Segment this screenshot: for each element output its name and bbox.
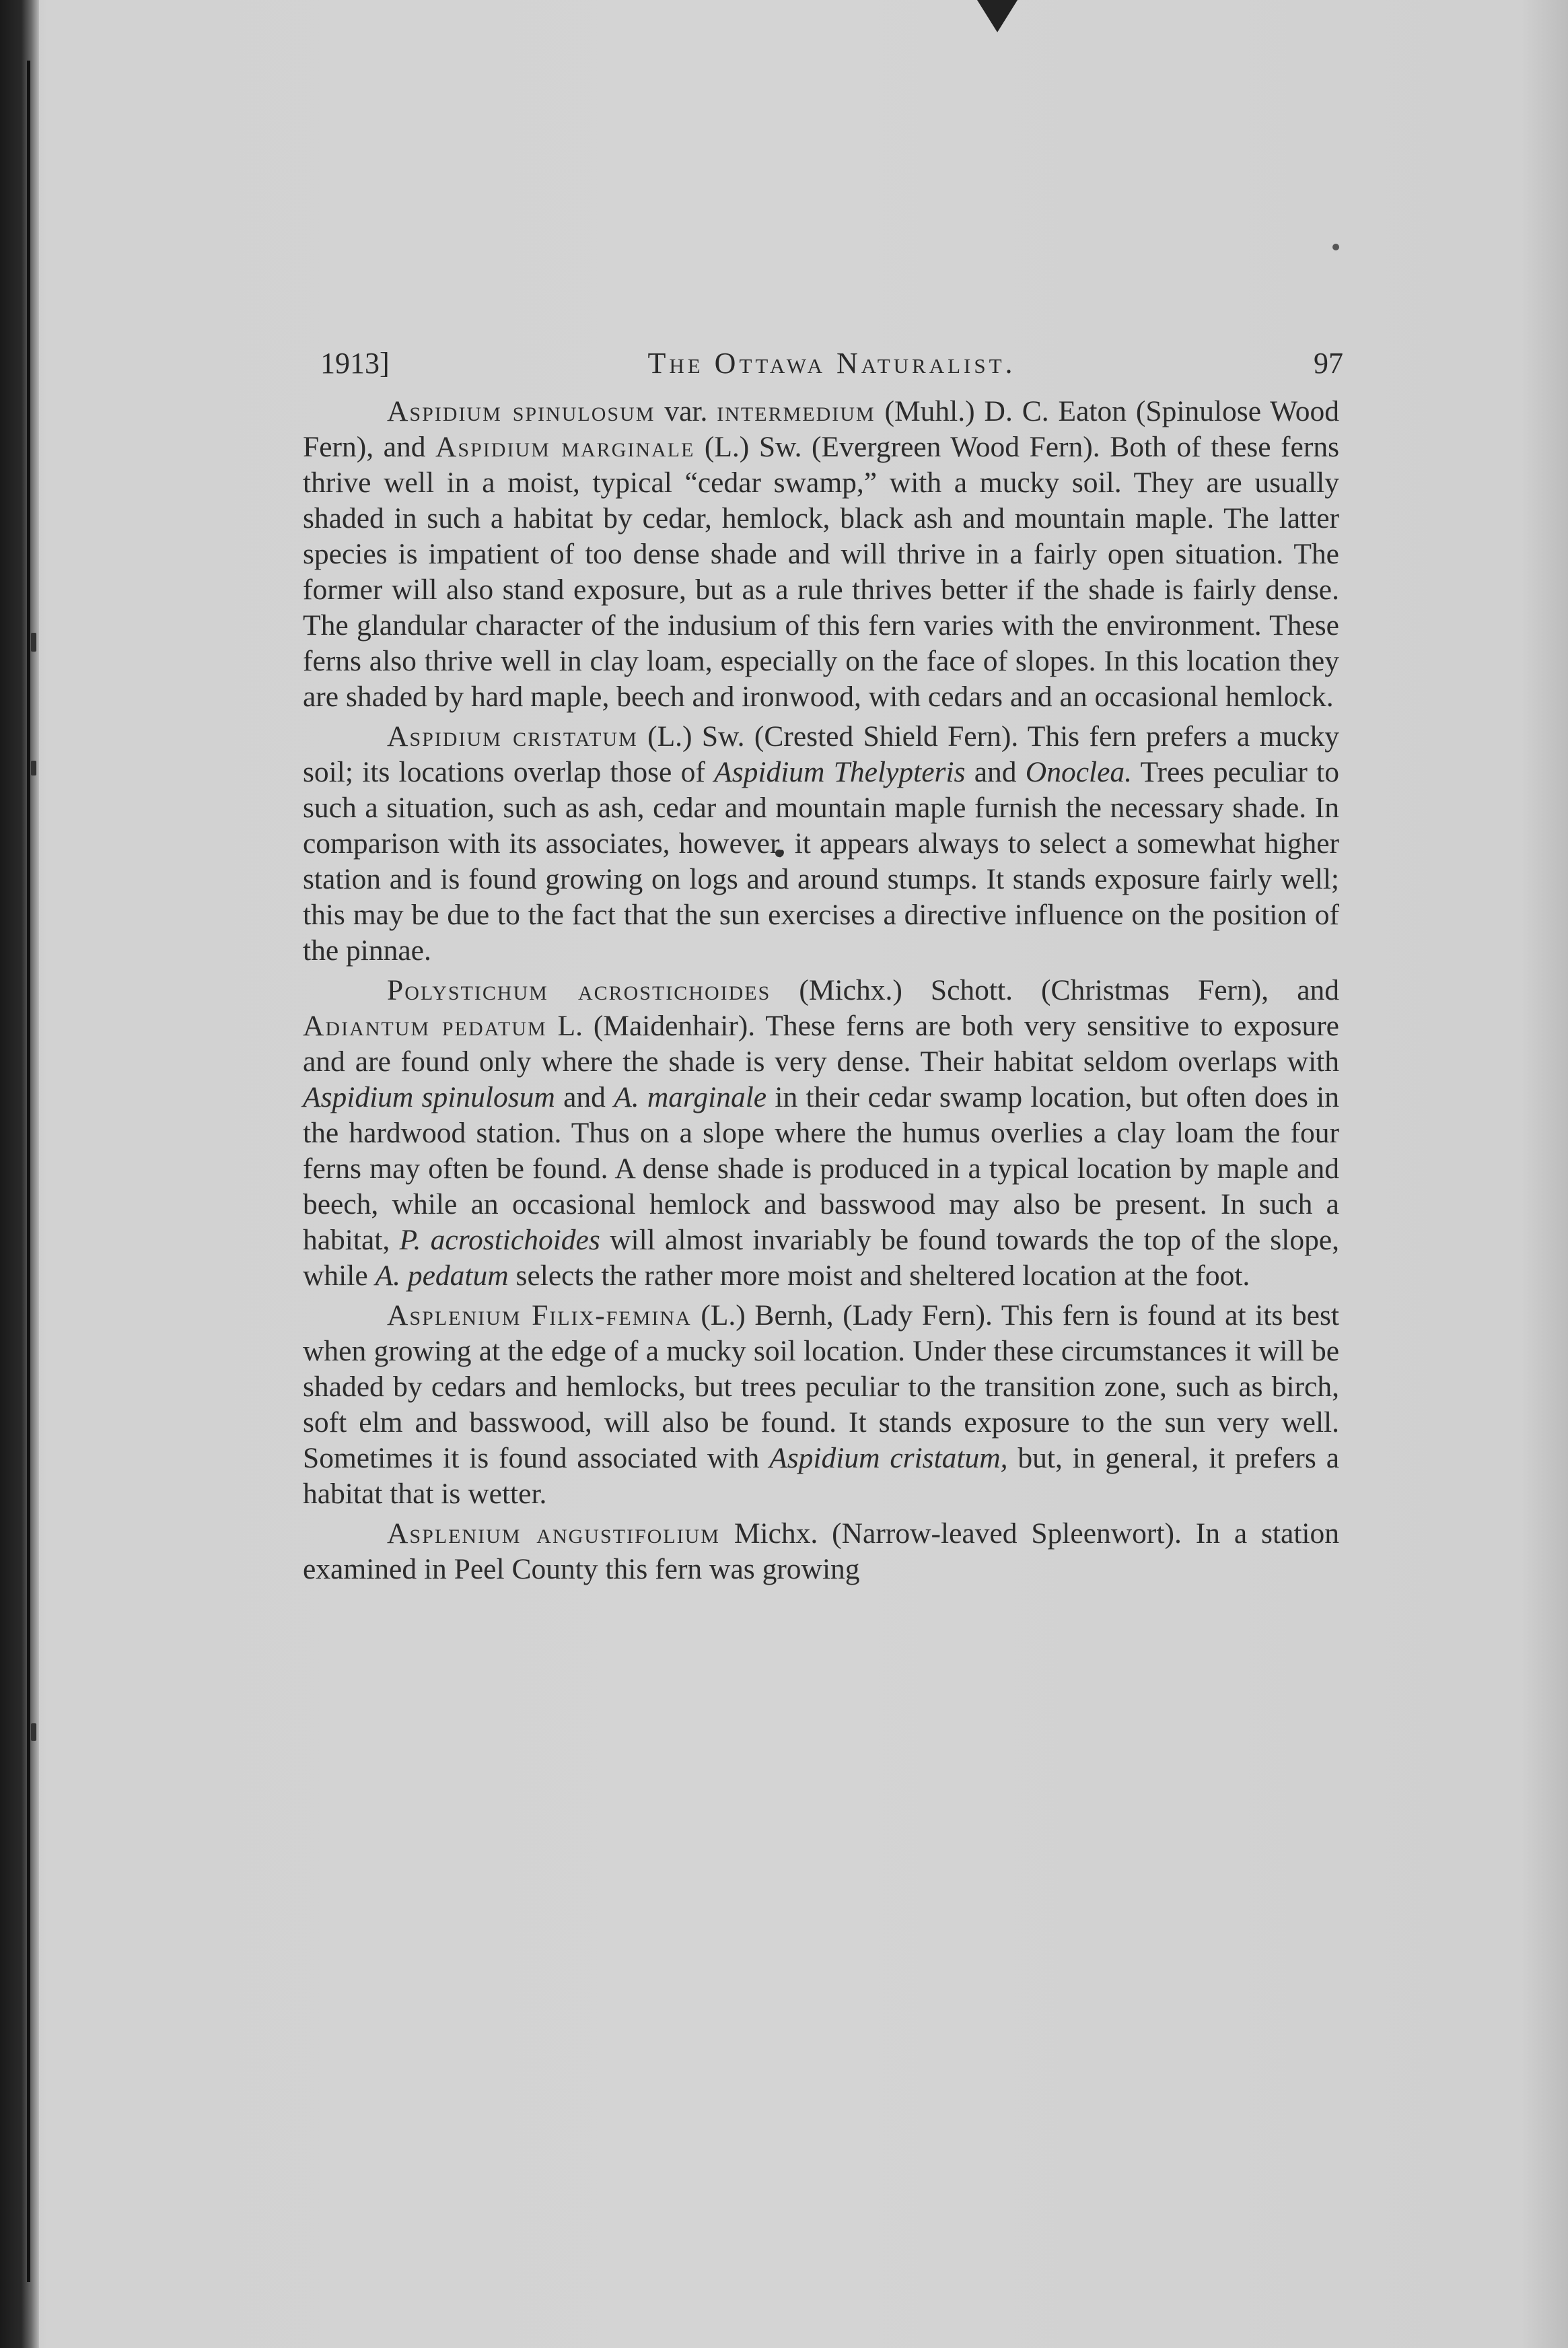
paragraph-text: Trees peculiar to such a situation, such as ash, cedar and mountain maple furnish the necessary shade. In comparison with its associates, however, it appears always to select a somewhat higher station and is found growing on logs and around stumps. It stands exposure fairly well; this may be due to the fact that the sun exercises a directive influence on the position of the pinnae. <box>303 756 1339 967</box>
paragraph <box>303 1516 1339 1587</box>
paragraph <box>303 1298 1339 1512</box>
italic-name: A. marginale <box>614 1081 767 1113</box>
paragraph-text: but, in general, it prefers a habitat that is wetter. <box>303 1442 1339 1510</box>
journal-title: The Ottawa Naturalist. <box>647 347 1016 380</box>
paragraph-text: (L.) Sw. (Evergreen Wood Fern). Both of these ferns thrive well in a moist, typical “cedar swamp,” with a mucky soil. They are usually shaded in such a habitat by cedar, hemlock, black ash and mountain maple. The latter species is impatient of too dense shade and will thrive in a fairly open situation. The former will also stand exposure, but as a rule thrives better if the shade is fairly dense. The glandular character of the indusium of this fern varies with the environment. These ferns also thrive well in clay loam, especially on the face of slopes. In this location they are shaded by hard maple, beech and ironwood, with cedars and an occasional hemlock. <box>303 431 1339 713</box>
species-name: Asplenium angustifolium <box>387 1517 720 1550</box>
margin-tick <box>31 761 36 775</box>
page-number: 97 <box>1314 347 1343 380</box>
paragraph <box>303 719 1339 969</box>
species-name: Asplenium Filix-femina <box>387 1299 692 1332</box>
italic-name: A. pedatum <box>375 1259 509 1292</box>
italic-name: Aspidium spinulosum <box>303 1081 555 1113</box>
paragraph-text: (L.) Bernh, (Lady Fern). This fern is found at its best when growing at the edge of a mucky soil location. Under these circumstances it will be shaded by cedars and hemlocks, but trees peculiar to the transition zone, such as birch, soft elm and basswood, will also be found. It stands exposure to the sun very well. Sometimes it is found associated with <box>303 1299 1339 1474</box>
paragraph-text: and <box>555 1081 614 1113</box>
article-body <box>303 394 1339 1591</box>
running-header <box>320 340 1343 387</box>
paragraph-text: in their cedar swamp location, but often does in the hardwood station. Thus on a slope where the humus overlies a clay loam the four ferns may often be found. A dense shade is produced in a typical location by maple and beech, while an occasional hemlock and basswood may also be present. In such a habitat, <box>303 1081 1340 1256</box>
species-name: Adiantum pedatum <box>303 1010 547 1042</box>
paragraph <box>303 394 1339 715</box>
margin-tick <box>31 633 36 652</box>
page-speck <box>1332 244 1339 250</box>
margin-tick <box>31 1723 36 1741</box>
species-name: intermedium <box>717 395 876 427</box>
species-name: Polystichum acrostichoides <box>387 974 771 1006</box>
italic-name: P. acrostichoides <box>399 1224 600 1256</box>
top-page-mark <box>977 0 1018 32</box>
paragraph-text: and <box>965 756 1026 788</box>
paragraph <box>303 973 1339 1294</box>
paragraph-text: Michx. (Narrow-leaved Spleenwort). In a station examined in Peel County this fern was growing <box>303 1517 1339 1585</box>
paragraph-text: var. <box>655 395 717 427</box>
species-name: Aspidium marginale <box>435 431 695 463</box>
paragraph-text: (Muhl.) D. C. Eaton (Spinulose Wood Fern), and <box>303 395 1339 463</box>
italic-name: Aspidium cristatum, <box>769 1442 1008 1474</box>
paragraph-text: (L.) Sw. (Crested Shield Fern). This fern prefers a mucky soil; its locations overlap those of <box>303 720 1339 788</box>
paragraph-text: L. (Maidenhair). These ferns are both very sensitive to exposure and are found only where the shade is very dense. Their habitat seldom overlaps with <box>303 1010 1339 1078</box>
species-name: Aspidium cristatum <box>387 720 638 753</box>
page-binding-edge <box>0 0 39 2348</box>
italic-name: Onoclea. <box>1025 756 1133 788</box>
binding-line <box>27 61 30 2282</box>
paragraph-text: will almost invariably be found towards the top of the slope, while <box>303 1224 1340 1292</box>
paragraph-text: selects the rather more moist and sheltered location at the foot. <box>508 1259 1250 1292</box>
italic-name: Aspidium Thelypteris <box>714 756 966 788</box>
species-name: Aspidium spinulosum <box>387 395 655 427</box>
paragraph-text: (Michx.) Schott. (Christmas Fern), and <box>771 974 1340 1006</box>
header-year: 1913] <box>320 347 390 380</box>
